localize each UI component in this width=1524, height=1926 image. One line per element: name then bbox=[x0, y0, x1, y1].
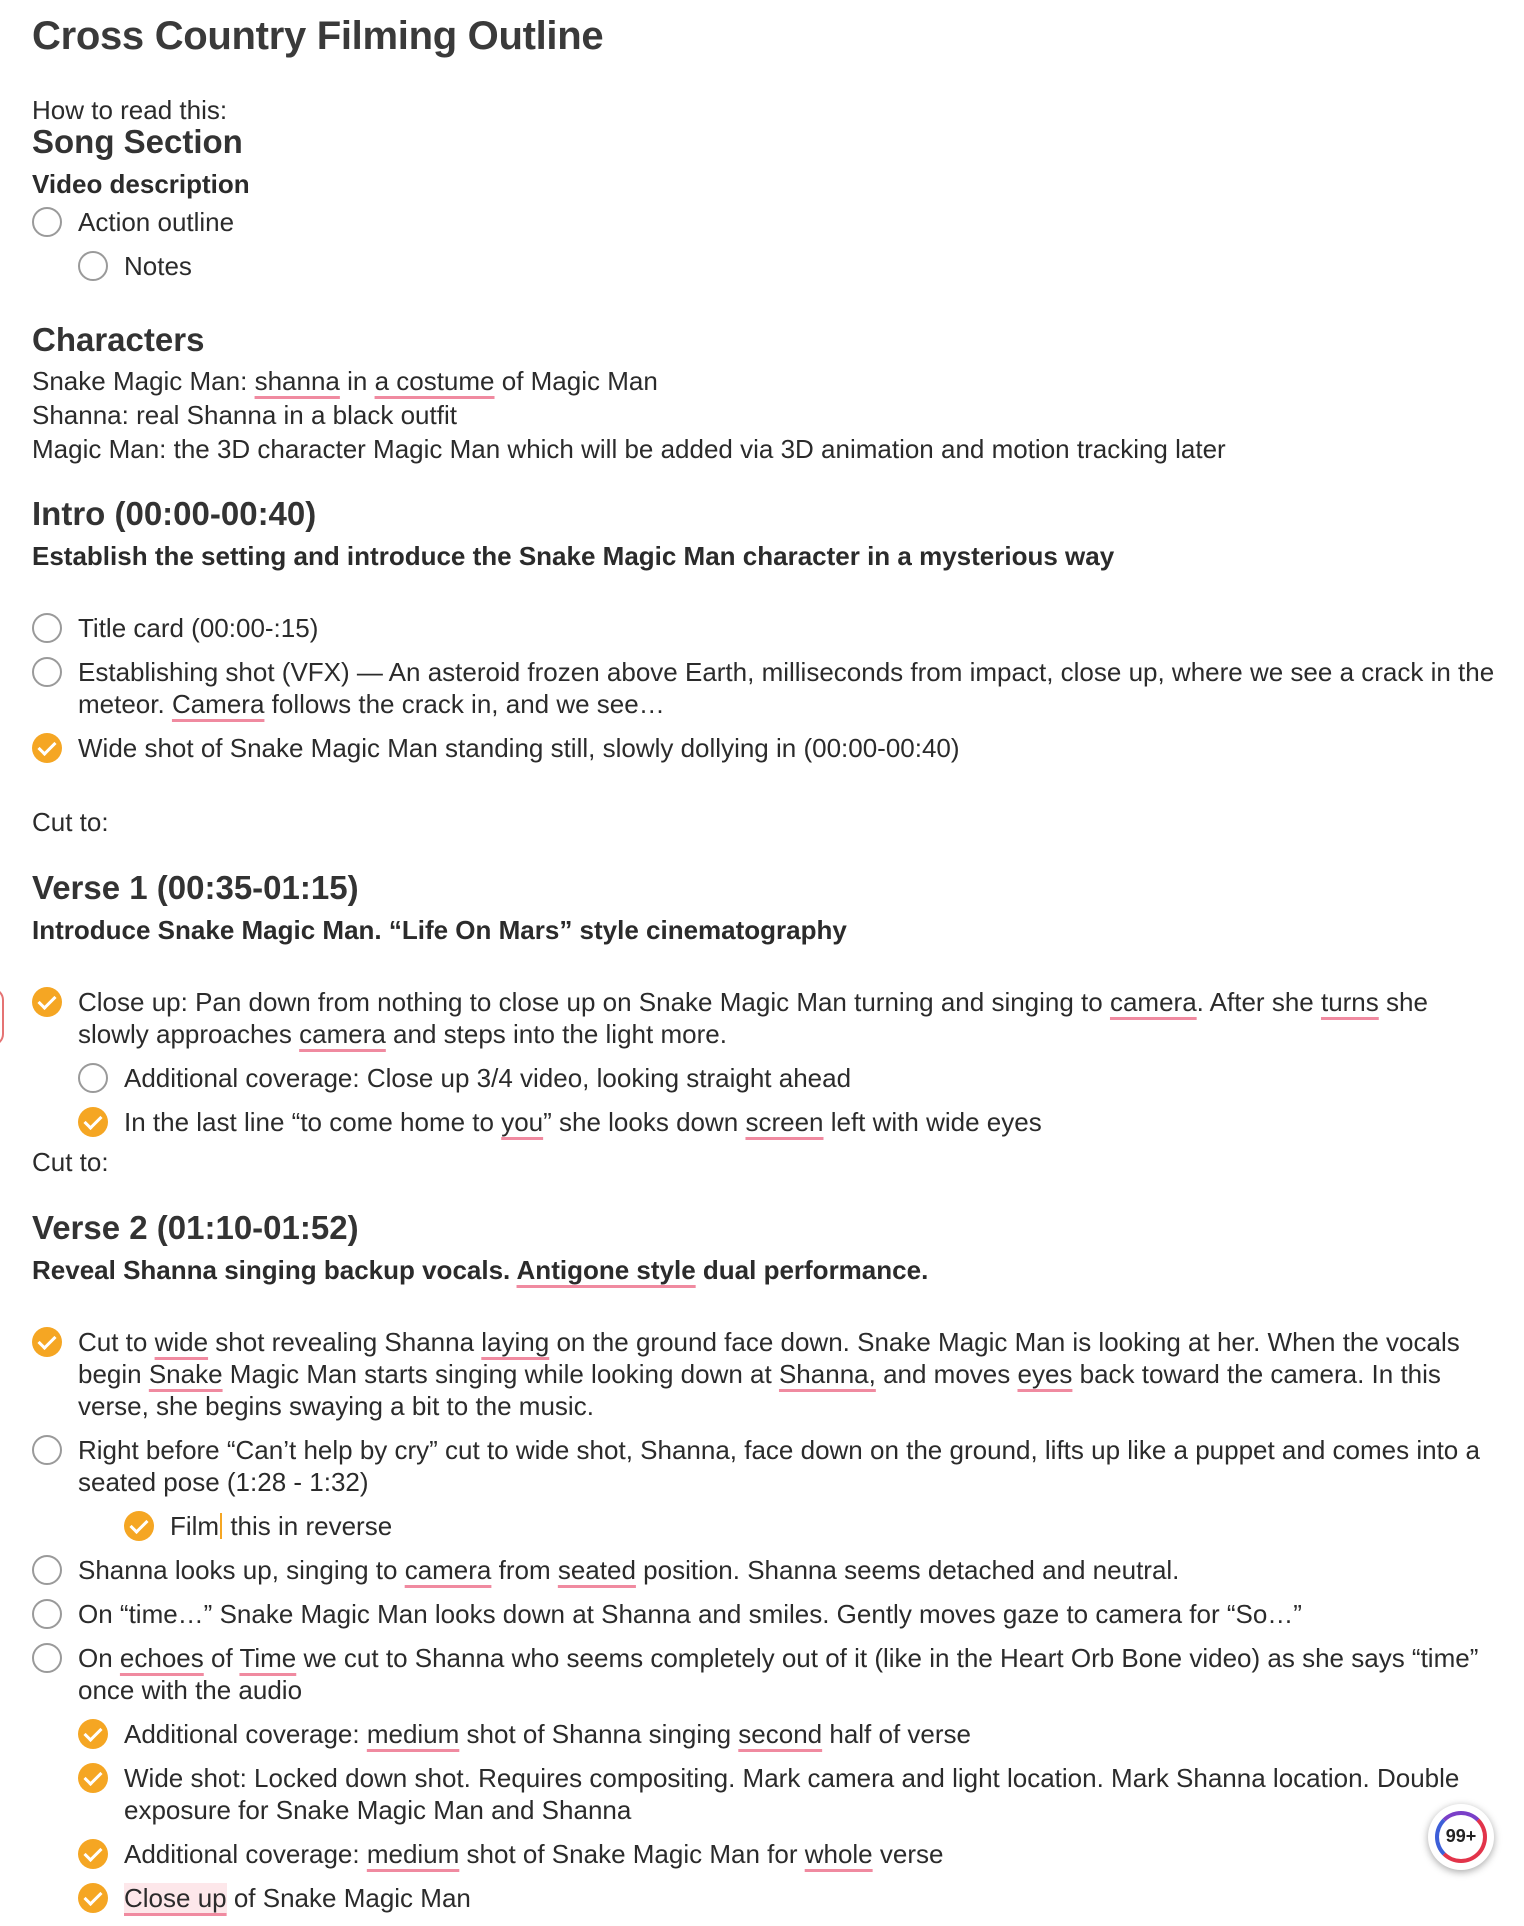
badge-count: 99+ bbox=[1445, 1826, 1477, 1846]
checkbox-checked[interactable] bbox=[78, 1107, 108, 1137]
character-magic-man: Magic Man: the 3D character Magic Man which will be added via 3D animation and motion tracking later bbox=[32, 434, 1226, 464]
characters-heading: Characters bbox=[32, 321, 205, 358]
legend-notes-item bbox=[78, 250, 1502, 282]
checkbox[interactable] bbox=[32, 613, 62, 643]
item-text: Action outline bbox=[78, 207, 235, 237]
verse1-heading: Verse 1 (00:35-01:15) bbox=[32, 869, 359, 906]
verse2-subitem: Close up of Snake Magic Man bbox=[78, 1882, 1502, 1914]
checkbox-checked[interactable] bbox=[124, 1511, 154, 1541]
verse2-subitem: Additional coverage: medium shot of Snake Magic Man for whole verse bbox=[78, 1838, 1502, 1870]
text-cursor bbox=[220, 1513, 222, 1539]
checkbox-checked[interactable] bbox=[78, 1763, 108, 1793]
checkbox-checked[interactable] bbox=[32, 733, 62, 763]
verse1-item: Close up: Pan down from nothing to close up on Snake Magic Man turning and singing to camera. After she turns she slowly approaches camera and steps into the light more. bbox=[32, 986, 1502, 1050]
intro-item: Wide shot of Snake Magic Man standing still, slowly dollying in (00:00-00:40) bbox=[32, 732, 1502, 764]
legend-intro: How to read this: bbox=[32, 95, 228, 125]
verse1-subitem: In the last line “to come home to you” she looks down screen left with wide eyes bbox=[78, 1106, 1502, 1138]
verse2-item: Right before “Can’t help by cry” cut to wide shot, Shanna, face down on the ground, lifts up like a puppet and comes into a seated pose (1:28 - 1:32) bbox=[32, 1434, 1502, 1498]
character-shanna: Shanna: real Shanna in a black outfit bbox=[32, 400, 457, 430]
notification-badge[interactable] bbox=[1428, 1804, 1494, 1870]
verse2-subitem: Additional coverage: medium shot of Shanna singing second half of verse bbox=[78, 1718, 1502, 1750]
verse2-subitem: Film this in reverse bbox=[124, 1510, 1502, 1542]
checkbox[interactable] bbox=[32, 207, 62, 237]
checkbox[interactable] bbox=[32, 1643, 62, 1673]
verse2-item: Shanna looks up, singing to camera from seated position. Shanna seems detached and neutral. bbox=[32, 1554, 1502, 1586]
checkbox[interactable] bbox=[32, 1599, 62, 1629]
page-title: Cross Country Filming Outline bbox=[32, 14, 604, 58]
verse2-item: Cut to wide shot revealing Shanna laying on the ground face down. Snake Magic Man is looking at her. When the vocals begin Snake Magic Man starts singing while looking down at Shanna, and moves eyes back toward the camera. In this verse, she begins swaying a bit to the music. bbox=[32, 1326, 1502, 1422]
legend-description: Video description bbox=[32, 169, 250, 199]
item-text: Notes bbox=[124, 251, 192, 281]
checkbox[interactable] bbox=[32, 657, 62, 687]
checkbox[interactable] bbox=[78, 251, 108, 281]
verse1-subitem: Additional coverage: Close up 3/4 video, looking straight ahead bbox=[78, 1062, 1502, 1094]
intro-description: Establish the setting and introduce the Snake Magic Man character in a mysterious way bbox=[32, 541, 1115, 571]
checkbox-checked[interactable] bbox=[32, 987, 62, 1017]
legend-action-item bbox=[32, 206, 1502, 238]
intro-item: Title card (00:00-:15) bbox=[32, 612, 1502, 644]
verse1-description: Introduce Snake Magic Man. “Life On Mars” style cinematography bbox=[32, 915, 847, 945]
intro-item: Establishing shot (VFX) — An asteroid frozen above Earth, milliseconds from impact, close up, where we see a crack in the meteor. Camera follows the crack in, and we see… bbox=[32, 656, 1502, 720]
intro-heading: Intro (00:00-00:40) bbox=[32, 495, 317, 532]
checkbox[interactable] bbox=[78, 1063, 108, 1093]
verse2-item: On “time…” Snake Magic Man looks down at Shanna and smiles. Gently moves gaze to camera for “So…” bbox=[32, 1598, 1502, 1630]
checkbox[interactable] bbox=[32, 1555, 62, 1585]
verse2-item: On echoes of Time we cut to Shanna who seems completely out of it (like in the Heart Orb Bone video) as she says “time” once with the audio bbox=[32, 1642, 1502, 1706]
checkbox-checked[interactable] bbox=[78, 1883, 108, 1913]
checkbox-checked[interactable] bbox=[78, 1839, 108, 1869]
intro-cut: Cut to: bbox=[32, 807, 109, 837]
legend-section: Song Section bbox=[32, 123, 243, 160]
verse2-subitem: Wide shot: Locked down shot. Requires compositing. Mark camera and light location. Mark Shanna location. Double exposure for Snake Magic Man and Shanna bbox=[78, 1762, 1502, 1826]
verse2-description: Reveal Shanna singing backup vocals. Antigone style dual performance. bbox=[32, 1255, 929, 1285]
character-snake: Snake Magic Man: shanna in a costume of Magic Man bbox=[32, 366, 658, 396]
checkbox-checked[interactable] bbox=[32, 1327, 62, 1357]
verse2-heading: Verse 2 (01:10-01:52) bbox=[32, 1209, 359, 1246]
verse1-cut: Cut to: bbox=[32, 1147, 109, 1177]
selection-marker bbox=[0, 988, 4, 1046]
checkbox[interactable] bbox=[32, 1435, 62, 1465]
checkbox-checked[interactable] bbox=[78, 1719, 108, 1749]
